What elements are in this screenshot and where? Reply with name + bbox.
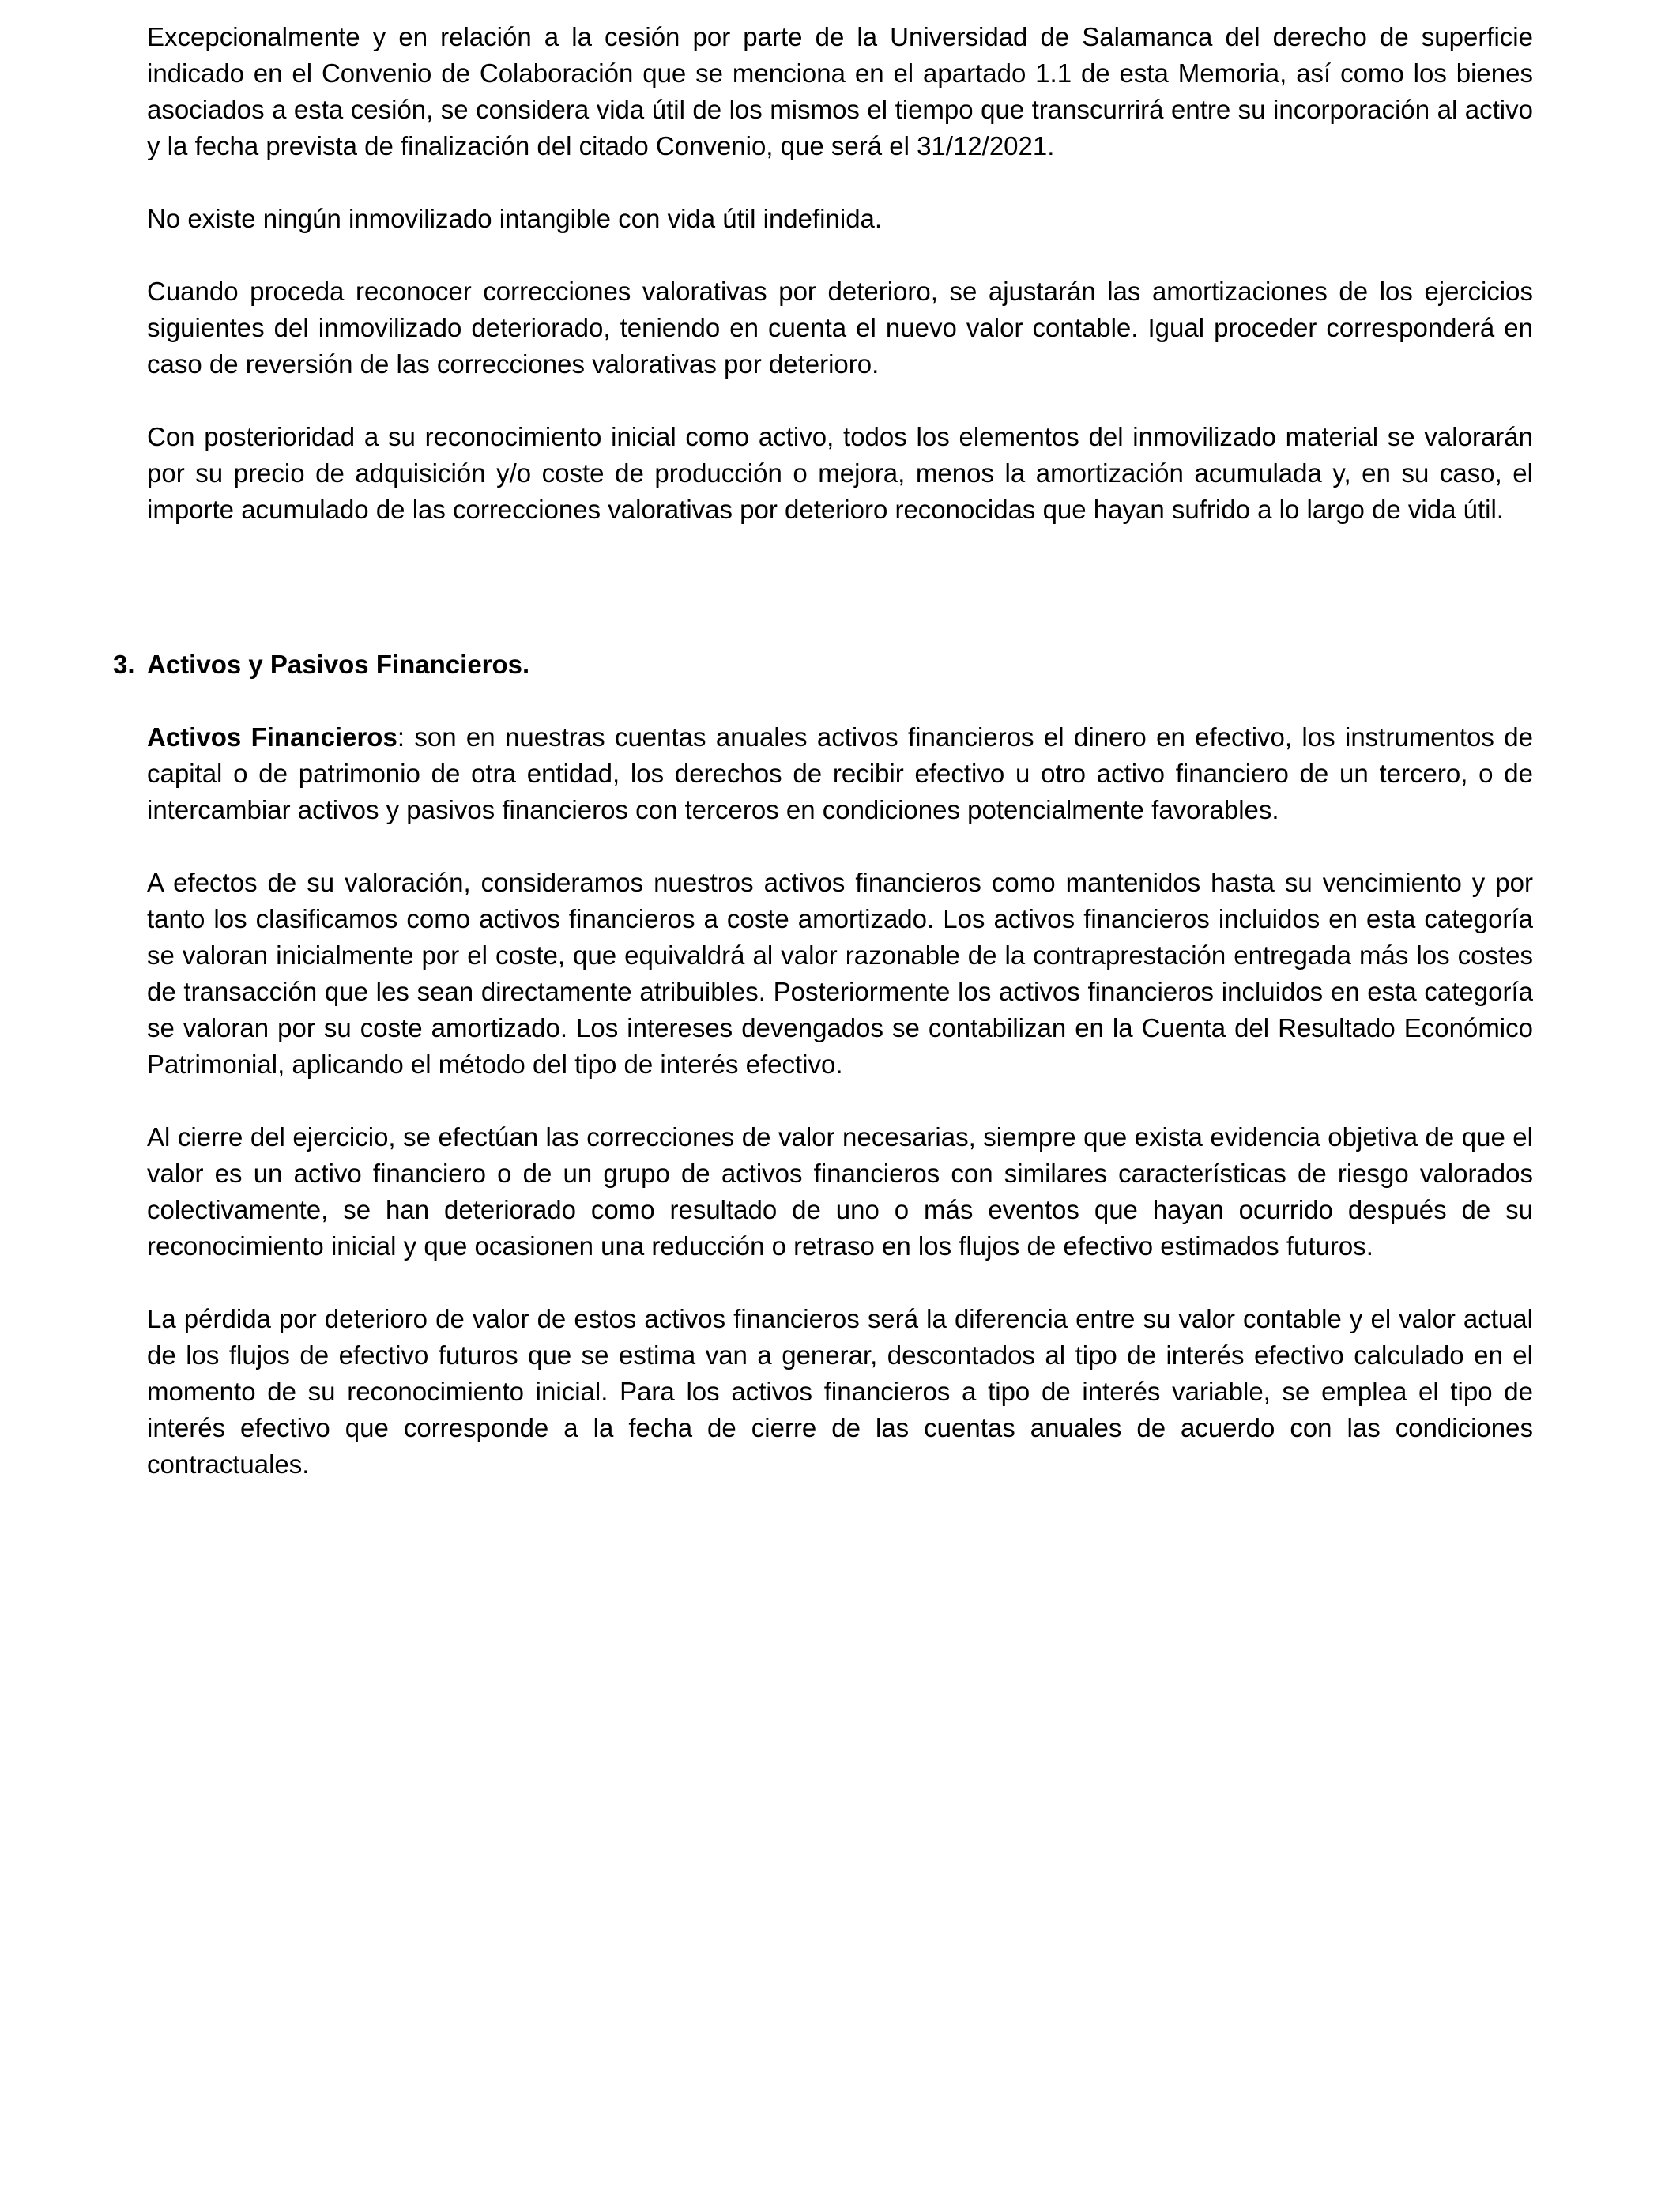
section-number: 3. xyxy=(113,650,135,679)
paragraph-year-end-corrections: Al cierre del ejercicio, se efectúan las correcciones de valor necesarias, siempre que exista evidencia objetiva de que el valor es un activo financiero o de un grupo de activos financieros con similares características de riesgo valorados colectivamente, se han deteriorado como resultado de uno o más eventos que hayan ocurrido después de su reconocimiento inicial y que ocasionen una reducción o retraso en los flujos de efectivo estimados futuros. xyxy=(147,1122,1533,1261)
paragraph-impairment-loss: La pérdida por deterioro de valor de estos activos financieros será la diferencia entre su valor contable y el valor actual de los flujos de efectivo futuros que se estima van a generar, descontados al tipo de interés efectivo calculado en el momento de su reconocimiento inicial. Para los activos financieros a tipo de interés variable, se emplea el tipo de interés efectivo que corresponde a la fecha de cierre de las cuentas anuales de acuerdo con las condiciones contractuales. xyxy=(147,1304,1533,1479)
section-heading xyxy=(113,647,1533,683)
paragraph-amortized-cost: A efectos de su valoración, consideramos nuestros activos financieros como mantenidos hasta su vencimiento y por tanto los clasificamos como activos financieros a coste amortizado. Los activos financieros incluidos en esta categoría se valoran inicialmente por el coste, que equivaldrá al valor razonable de la contraprestación entregada más los costes de transacción que les sean directamente atribuibles. Posteriormente los activos financieros incluidos en esta categoría se valoran por su coste amortizado. Los intereses devengados se contabilizan en la Cuenta del Resultado Económico Patrimonial, aplicando el método del tipo de interés efectivo. xyxy=(147,868,1533,1079)
paragraph-financial-assets-definition xyxy=(147,719,1533,828)
paragraph-subsequent-valuation: Con posterioridad a su reconocimiento inicial como activo, todos los elementos del inmovilizado material se valorarán por su precio de adquisición y/o coste de producción o mejora, menos la amortización acumulada y, en su caso, el importe acumulado de las correcciones valorativas por deterioro reconocidas que hayan sufrido a lo largo de vida útil. xyxy=(147,422,1533,524)
paragraph-useful-life-exception: Excepcionalmente y en relación a la cesión por parte de la Universidad de Salamanca del derecho de superficie indicado en el Convenio de Colaboración que se menciona en el apartado 1.1 de esta Memoria, así como los bienes asociados a esta cesión, se considera vida útil de los mismos el tiempo que transcurrirá entre su incorporación al activo y la fecha prevista de finalización del citado Convenio, que será el 31/12/2021. xyxy=(147,22,1533,160)
paragraph-indefinite-life: No existe ningún inmovilizado intangible con vida útil indefinida. xyxy=(147,204,883,233)
paragraph-impairment-corrections: Cuando proceda reconocer correcciones valorativas por deterioro, se ajustarán las amortizaciones de los ejercicios siguientes del inmovilizado deteriorado, teniendo en cuenta el nuevo valor contable. Igual proceder corresponderá en caso de reversión de las correcciones valorativas por deterioro. xyxy=(147,277,1533,379)
term-financial-assets: Activos Financieros xyxy=(147,722,397,752)
section-title: Activos y Pasivos Financieros. xyxy=(147,650,530,679)
paragraph-text: : son en nuestras cuentas anuales activos financieros el dinero en efectivo, los instrumentos de capital o de patrimonio de otra entidad, los derechos de recibir efectivo u otro activo financiero de un tercero, o de intercambiar activos y pasivos financieros con terceros en condiciones potencialmente favorables. xyxy=(147,722,1533,824)
